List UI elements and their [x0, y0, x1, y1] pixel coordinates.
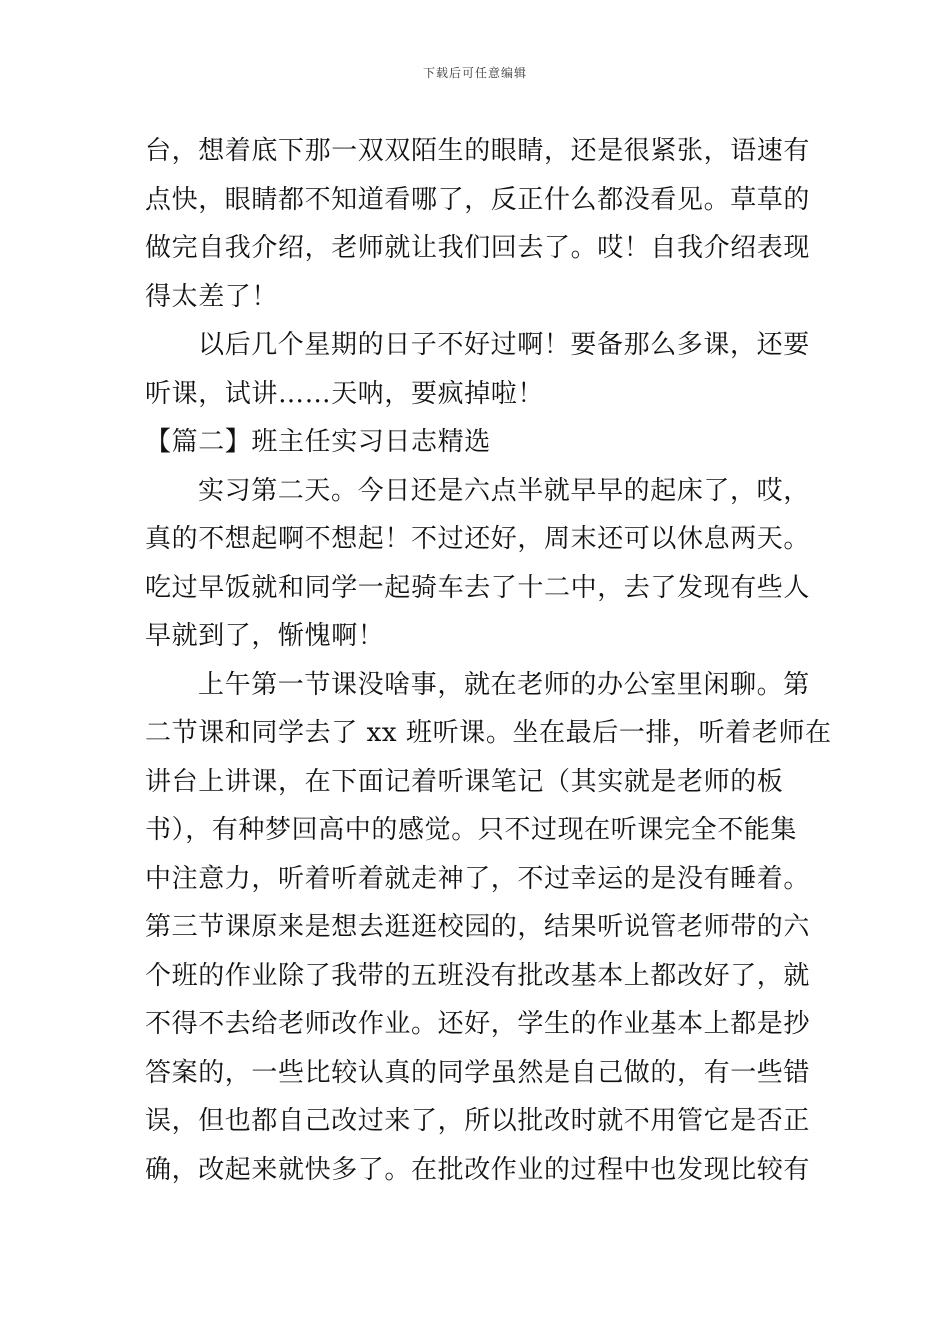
paragraph-first-line: 实习第二天。今日还是六点半就早早的起床了，哎， [198, 475, 810, 506]
text-line: 做完自我介绍，老师就让我们回去了。哎！自我介绍表现 [145, 233, 811, 263]
text-line: 不得不去给老师改作业。还好，学生的作业基本上都是抄 [145, 1009, 811, 1039]
text-line: 得太差了！ [145, 281, 279, 312]
paragraph-first-line: 上午第一节课没啥事，就在老师的办公室里闲聊。第 [198, 669, 810, 700]
text-line: 听课，试讲……天呐，要疯掉啦！ [145, 378, 545, 409]
text-line: 确，改起来就快多了。在批改作业的过程中也发现比较有 [145, 1154, 811, 1185]
body-text [145, 127, 832, 1194]
text-line: 中注意力，听着听着就走神了，不过幸运的是没有睡着。 [145, 863, 811, 894]
page-header: 下载后可任意编辑 [422, 66, 527, 80]
text-line: 台，想着底下那一双双陌生的眼睛，还是很紧张，语速有 [145, 136, 811, 166]
text-line: 答案的，一些比较认真的同学虽然是自己做的，有一些错 [145, 1057, 811, 1088]
text-line: 第三节课原来是想去逛逛校园的，结果听说管老师带的六 [145, 912, 811, 942]
section-heading: 【篇二】班主任实习日志精选 [145, 427, 491, 457]
text-line: 点快，眼睛都不知道看哪了，反正什么都没看见。草草的 [145, 184, 811, 215]
text-line: 真的不想起啊不想起！不过还好，周末还可以休息两天。 [145, 524, 811, 554]
text-line: 书），有种梦回高中的感觉。只不过现在听课完全不能集 [145, 815, 798, 845]
text-line: 讲台上讲课，在下面记着听课笔记（其实就是老师的板 [145, 766, 784, 797]
text-line: 个班的作业除了我带的五班没有批改基本上都改好了，就 [145, 960, 811, 991]
text-line: 吃过早饭就和同学一起骑车去了十二中，去了发现有些人 [145, 572, 811, 603]
text-line: 早就到了，惭愧啊！ [145, 621, 385, 651]
paragraph-first-line: 以后几个星期的日子不好过啊！要备那么多课，还要 [198, 330, 810, 360]
text-line: 误，但也都自己改过来了，所以批改时就不用管它是否正 [145, 1106, 811, 1136]
text-line: 二节课和同学去了 xx 班听课。坐在最后一排，听着老师在 [145, 718, 832, 748]
